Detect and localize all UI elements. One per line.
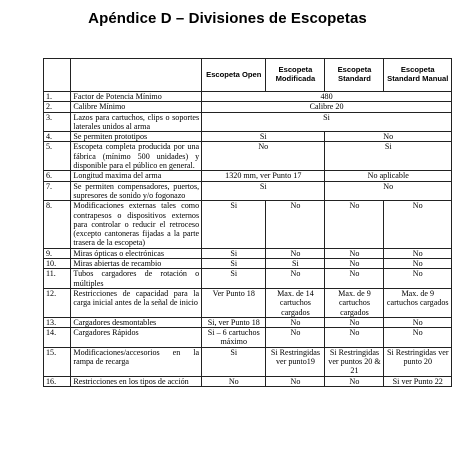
row-description: Tubos cargadores de rotación o múltiples xyxy=(71,269,202,289)
row-value: No xyxy=(384,259,452,269)
row-value: No xyxy=(266,269,325,289)
row-value: 480 xyxy=(202,92,452,102)
table-row xyxy=(44,376,452,386)
row-value: No aplicable xyxy=(325,171,452,181)
row-value: Max. de 9 cartuchos cargados xyxy=(384,288,452,317)
row-description: Longitud maxima del arma xyxy=(71,171,202,181)
row-number: 13. xyxy=(44,317,71,327)
row-value: Si xyxy=(202,112,452,132)
row-number: 11. xyxy=(44,269,71,289)
row-value: Si xyxy=(266,259,325,269)
table-row xyxy=(44,92,452,102)
row-value: Ver Punto 18 xyxy=(202,288,266,317)
table-row xyxy=(44,132,452,142)
row-value: No xyxy=(325,269,384,289)
table-row xyxy=(44,328,452,348)
row-number: 8. xyxy=(44,201,71,248)
row-description: Restricciones en los tipos de acción xyxy=(71,376,202,386)
row-value: Si Restringidas ver puntos 20 & 21 xyxy=(325,347,384,376)
row-value: No xyxy=(266,248,325,258)
row-value: Si xyxy=(202,201,266,248)
row-value: No xyxy=(266,376,325,386)
row-value: No xyxy=(384,328,452,348)
table-row xyxy=(44,259,452,269)
table-row xyxy=(44,201,452,248)
page-title: Apéndice D – Divisiones de Escopetas xyxy=(88,10,367,27)
row-number: 14. xyxy=(44,328,71,348)
row-number: 12. xyxy=(44,288,71,317)
row-value: No xyxy=(384,269,452,289)
row-value: Si ver Punto 22 xyxy=(384,376,452,386)
row-value: Si xyxy=(202,132,325,142)
table-row xyxy=(44,288,452,317)
row-value: Si xyxy=(202,269,266,289)
row-number: 4. xyxy=(44,132,71,142)
header-cell xyxy=(44,59,71,92)
header-cell: Escopeta Standard Manual xyxy=(384,59,452,92)
row-description: Lazos para cartuchos, clips o soportes laterales unidos al arma xyxy=(71,112,202,132)
row-value: No xyxy=(202,142,325,171)
row-description: Cargadores desmontables xyxy=(71,317,202,327)
row-value: No xyxy=(325,259,384,269)
row-number: 2. xyxy=(44,102,71,112)
row-description: Escopeta completa producida por una fábrica (mínimo 500 unidades) y disponible para el público en general. xyxy=(71,142,202,171)
row-value: No xyxy=(325,132,452,142)
row-description: Restricciones de capacidad para la carga inicial antes de la señal de inicio xyxy=(71,288,202,317)
row-description: Modificaciones/accesorios en la rampa de recarga xyxy=(71,347,202,376)
row-value: No xyxy=(384,201,452,248)
table-row xyxy=(44,102,452,112)
row-number: 3. xyxy=(44,112,71,132)
table-row xyxy=(44,248,452,258)
row-description: Se permiten compensadores, puertos, supresores de sonido y/o fogonazo xyxy=(71,181,202,201)
row-value: No xyxy=(325,181,452,201)
row-number: 15. xyxy=(44,347,71,376)
row-description: Modificaciones externas tales como contrapesos o dispositivos externos para controlar o reducir el retroceso (excepto cantoneras fijadas a la parte trasera de la escopeta) xyxy=(71,201,202,248)
row-value: Si Restringidas ver punto 20 xyxy=(384,347,452,376)
row-value: Max. de 14 cartuchos cargados xyxy=(266,288,325,317)
row-value: 1320 mm, ver Punto 17 xyxy=(202,171,325,181)
table-row xyxy=(44,171,452,181)
divisions-table xyxy=(43,58,452,387)
table-row xyxy=(44,181,452,201)
row-value: Calibre 20 xyxy=(202,102,452,112)
row-number: 9. xyxy=(44,248,71,258)
row-number: 1. xyxy=(44,92,71,102)
row-value: No xyxy=(325,328,384,348)
row-value: Si xyxy=(202,181,325,201)
header-cell: Escopeta Modificada xyxy=(266,59,325,92)
row-description: Cargadores Rápidos xyxy=(71,328,202,348)
row-value: Si xyxy=(202,248,266,258)
table-row xyxy=(44,112,452,132)
row-number: 5. xyxy=(44,142,71,171)
header-cell: Escopeta Standard xyxy=(325,59,384,92)
row-value: No xyxy=(325,317,384,327)
row-description: Se permiten prototipos xyxy=(71,132,202,142)
row-description: Calibre Mínimo xyxy=(71,102,202,112)
row-value: No xyxy=(325,201,384,248)
row-value: Si Restringidas ver punto19 xyxy=(266,347,325,376)
row-value: No xyxy=(325,248,384,258)
row-description: Miras abiertas de recambio xyxy=(71,259,202,269)
row-number: 10. xyxy=(44,259,71,269)
row-description: Factor de Potencia Mínimo xyxy=(71,92,202,102)
row-value: Si xyxy=(325,142,452,171)
row-value: Max. de 9 cartuchos cargados xyxy=(325,288,384,317)
row-number: 16. xyxy=(44,376,71,386)
row-value: Si xyxy=(202,347,266,376)
row-value: No xyxy=(266,328,325,348)
header-cell: Escopeta Open xyxy=(202,59,266,92)
row-number: 6. xyxy=(44,171,71,181)
row-value: Si xyxy=(202,259,266,269)
table-row xyxy=(44,269,452,289)
row-value: No xyxy=(384,317,452,327)
row-value: Si – 6 cartuchos máximo xyxy=(202,328,266,348)
table-row xyxy=(44,317,452,327)
table-row xyxy=(44,142,452,171)
row-number: 7. xyxy=(44,181,71,201)
row-description: Miras ópticas o electrónicas xyxy=(71,248,202,258)
header-cell xyxy=(71,59,202,92)
header-row xyxy=(44,59,452,92)
row-value: No xyxy=(266,317,325,327)
row-value: No xyxy=(325,376,384,386)
row-value: No xyxy=(266,201,325,248)
row-value: Si, ver Punto 18 xyxy=(202,317,266,327)
row-value: No xyxy=(384,248,452,258)
table-row xyxy=(44,347,452,376)
row-value: No xyxy=(202,376,266,386)
